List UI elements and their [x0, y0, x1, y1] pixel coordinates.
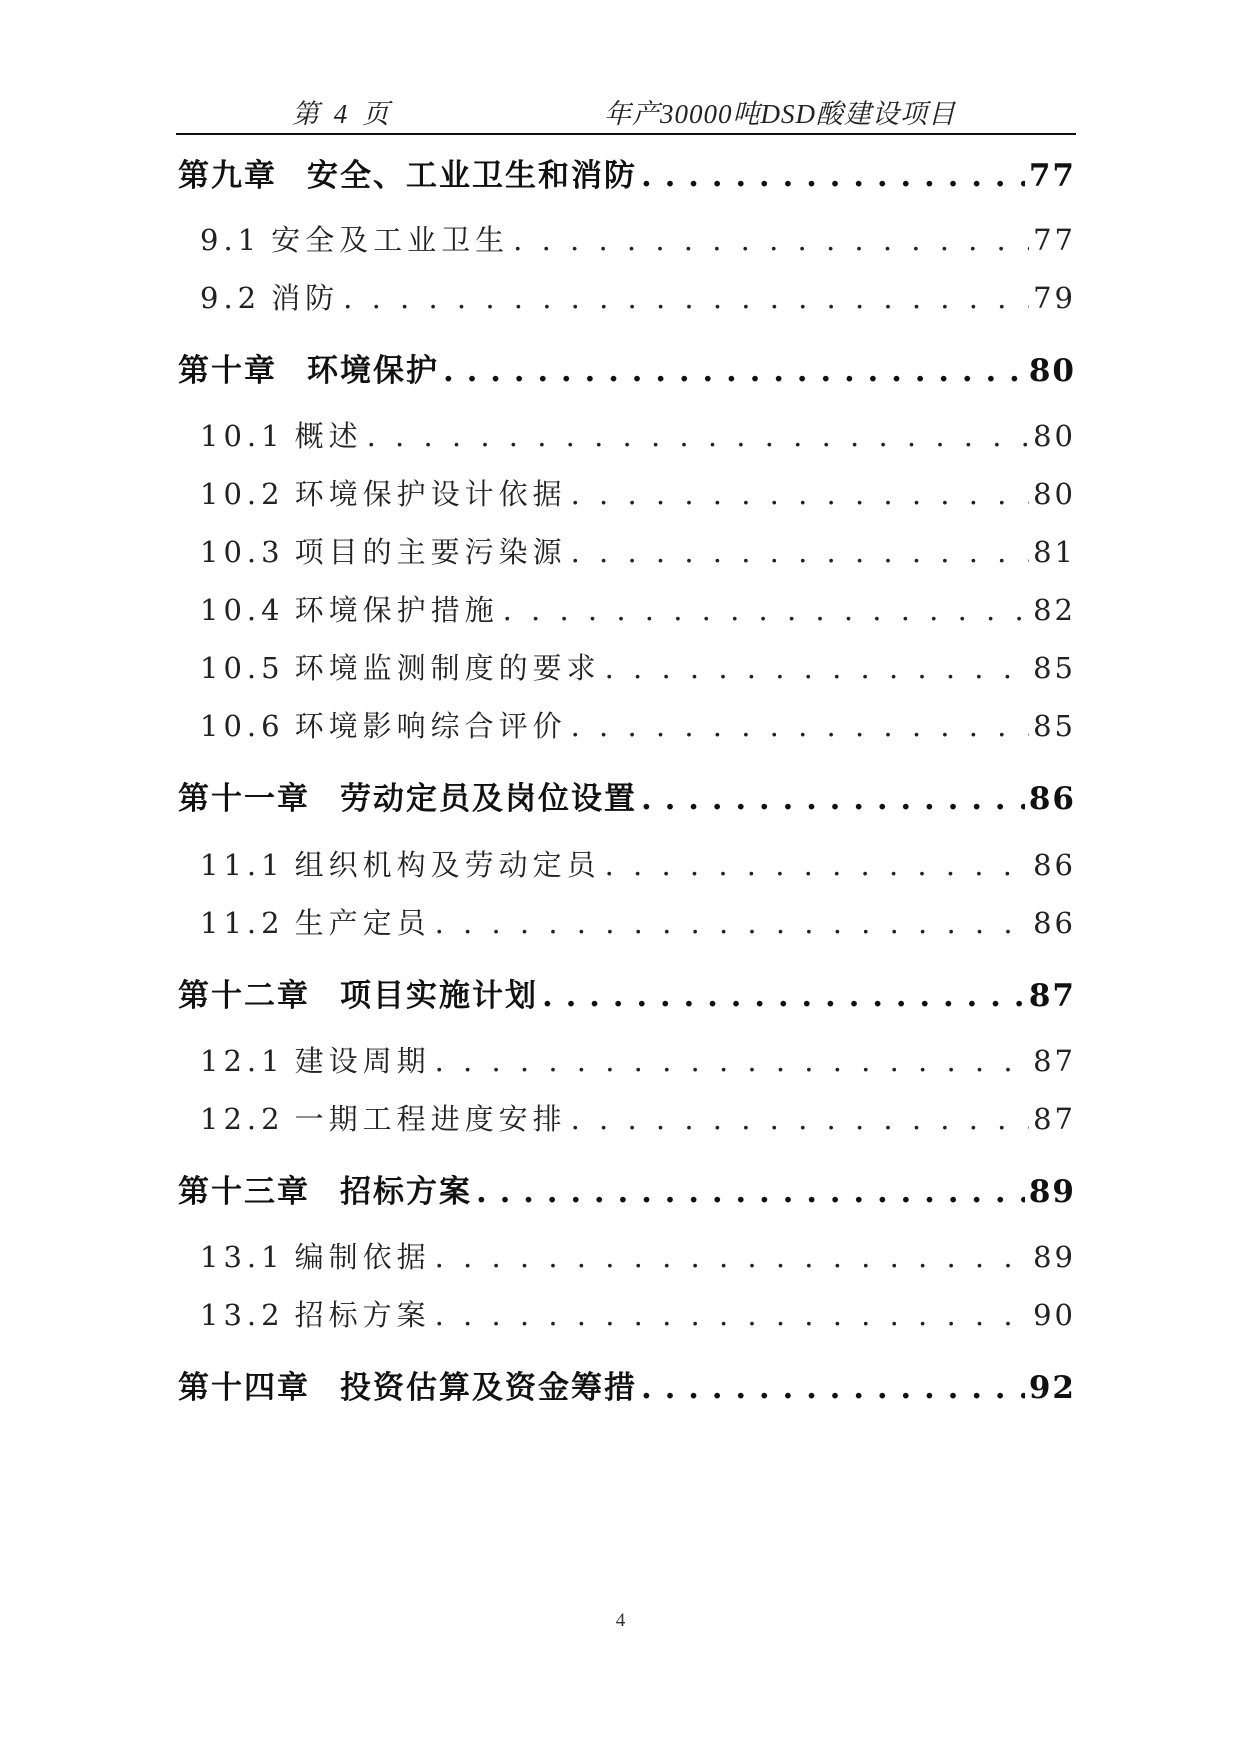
toc-section-11-2[interactable]: [178, 901, 1076, 942]
toc-page: 87: [1028, 978, 1076, 1014]
header-page-label: 第 4 页: [292, 99, 393, 129]
toc-section-11-1[interactable]: [178, 843, 1076, 884]
toc-leader: [571, 1102, 1030, 1136]
toc-leader: [367, 419, 1030, 453]
toc-leader: [476, 1174, 1025, 1210]
toc-page: 89: [1033, 1240, 1076, 1274]
toc-title: 消防: [271, 281, 340, 315]
toc-section-10-5[interactable]: [178, 646, 1076, 687]
toc-leader: [503, 593, 1030, 627]
toc-number: 第十一章: [178, 781, 310, 817]
toc-page: 85: [1033, 709, 1076, 743]
toc-number: 13.2: [200, 1298, 285, 1332]
toc-section-10-6[interactable]: [178, 704, 1076, 745]
toc-page: 86: [1028, 781, 1076, 817]
toc-section-10-3[interactable]: [178, 530, 1076, 571]
toc-number: 9.2: [200, 281, 262, 315]
toc-number: 10.6: [200, 709, 285, 743]
toc-section-9-1[interactable]: [178, 218, 1076, 259]
toc-title: 安全及工业卫生: [271, 223, 510, 257]
toc-page: 80: [1033, 477, 1076, 511]
toc-section-13-2[interactable]: [178, 1293, 1076, 1334]
toc-page: 89: [1028, 1174, 1076, 1210]
toc-chapter-12[interactable]: [178, 970, 1076, 1015]
toc-number: 9.1: [200, 223, 262, 257]
toc-title: 编制依据: [294, 1240, 431, 1274]
toc-title: 组织机构及劳动定员: [294, 848, 601, 882]
toc-page: 87: [1033, 1102, 1076, 1136]
toc-section-10-2[interactable]: [178, 472, 1076, 513]
toc-page: 86: [1033, 906, 1076, 940]
toc-section-10-4[interactable]: [178, 588, 1076, 629]
page-header: [176, 88, 1076, 128]
toc-leader: [435, 1240, 1030, 1274]
toc-leader: [571, 477, 1030, 511]
toc-number: 第十二章: [178, 978, 310, 1014]
toc-chapter-10[interactable]: [178, 345, 1076, 390]
toc-leader: [435, 906, 1030, 940]
toc-page: 79: [1033, 281, 1076, 315]
toc-leader: [605, 651, 1030, 685]
header-doc-title: 年产30000吨DSD酸建设项目: [604, 99, 956, 129]
toc-title: 投资估算及资金筹措: [340, 1370, 637, 1406]
toc-number: 10.2: [200, 477, 285, 511]
toc-title: 环境保护: [307, 353, 439, 389]
toc-title: 环境监测制度的要求: [294, 651, 601, 685]
toc-page: 87: [1033, 1044, 1076, 1078]
toc-title: 招标方案: [340, 1174, 472, 1210]
toc-page: 80: [1033, 419, 1076, 453]
toc-number: 13.1: [200, 1240, 285, 1274]
toc-number: 10.5: [200, 651, 285, 685]
toc-number: 11.2: [200, 906, 285, 940]
toc-number: 10.4: [200, 593, 285, 627]
footer-page-number: 4: [615, 1610, 626, 1631]
toc-page: 92: [1028, 1370, 1076, 1406]
toc-chapter-11[interactable]: [178, 773, 1076, 818]
header-rule: [176, 133, 1076, 135]
toc-number: 第十章: [178, 353, 277, 389]
toc-leader: [571, 535, 1030, 569]
toc-chapter-14[interactable]: [178, 1362, 1076, 1407]
toc-leader: [435, 1044, 1030, 1078]
toc-title: 招标方案: [294, 1298, 431, 1332]
toc-page: 80: [1028, 353, 1076, 389]
toc-section-13-1[interactable]: [178, 1235, 1076, 1276]
toc-chapter-13[interactable]: [178, 1166, 1076, 1211]
toc-number: 10.1: [200, 419, 285, 453]
toc-page: 85: [1033, 651, 1076, 685]
toc-section-10-1[interactable]: [178, 414, 1076, 455]
toc-section-12-1[interactable]: [178, 1039, 1076, 1080]
toc-title: 概述: [294, 419, 363, 453]
toc-number: 12.1: [200, 1044, 285, 1078]
toc-title: 项目实施计划: [340, 978, 538, 1014]
toc-number: 11.1: [200, 848, 285, 882]
toc-leader: [343, 281, 1029, 315]
toc-page: 77: [1028, 158, 1076, 194]
toc-section-12-2[interactable]: [178, 1097, 1076, 1138]
toc-title: 环境保护设计依据: [294, 477, 567, 511]
toc-page: 77: [1033, 223, 1076, 257]
toc-leader: [641, 1370, 1025, 1406]
toc-title: 安全、工业卫生和消防: [307, 158, 637, 194]
toc-number: 10.3: [200, 535, 285, 569]
toc-title: 一期工程进度安排: [294, 1102, 567, 1136]
toc-title: 建设周期: [294, 1044, 431, 1078]
toc-title: 环境保护措施: [294, 593, 499, 627]
toc-page: 90: [1033, 1298, 1076, 1332]
toc-page: 86: [1033, 848, 1076, 882]
toc-number: 第十四章: [178, 1370, 310, 1406]
toc-leader: [571, 709, 1030, 743]
toc-number: 第十三章: [178, 1174, 310, 1210]
toc-leader: [443, 353, 1025, 389]
toc-title: 生产定员: [294, 906, 431, 940]
toc-leader: [605, 848, 1030, 882]
toc-title: 劳动定员及岗位设置: [340, 781, 637, 817]
toc-leader: [641, 781, 1025, 817]
toc-section-9-2[interactable]: [178, 276, 1076, 317]
toc-leader: [542, 978, 1025, 1014]
toc-page: 81: [1033, 535, 1076, 569]
toc-page: 82: [1033, 593, 1076, 627]
toc-leader: [513, 223, 1029, 257]
toc-chapter-9[interactable]: [178, 150, 1076, 195]
toc-number: 12.2: [200, 1102, 285, 1136]
toc-number: 第九章: [178, 158, 277, 194]
toc-leader: [435, 1298, 1030, 1332]
toc-leader: [641, 158, 1025, 194]
toc-title: 环境影响综合评价: [294, 709, 567, 743]
toc-title: 项目的主要污染源: [294, 535, 567, 569]
